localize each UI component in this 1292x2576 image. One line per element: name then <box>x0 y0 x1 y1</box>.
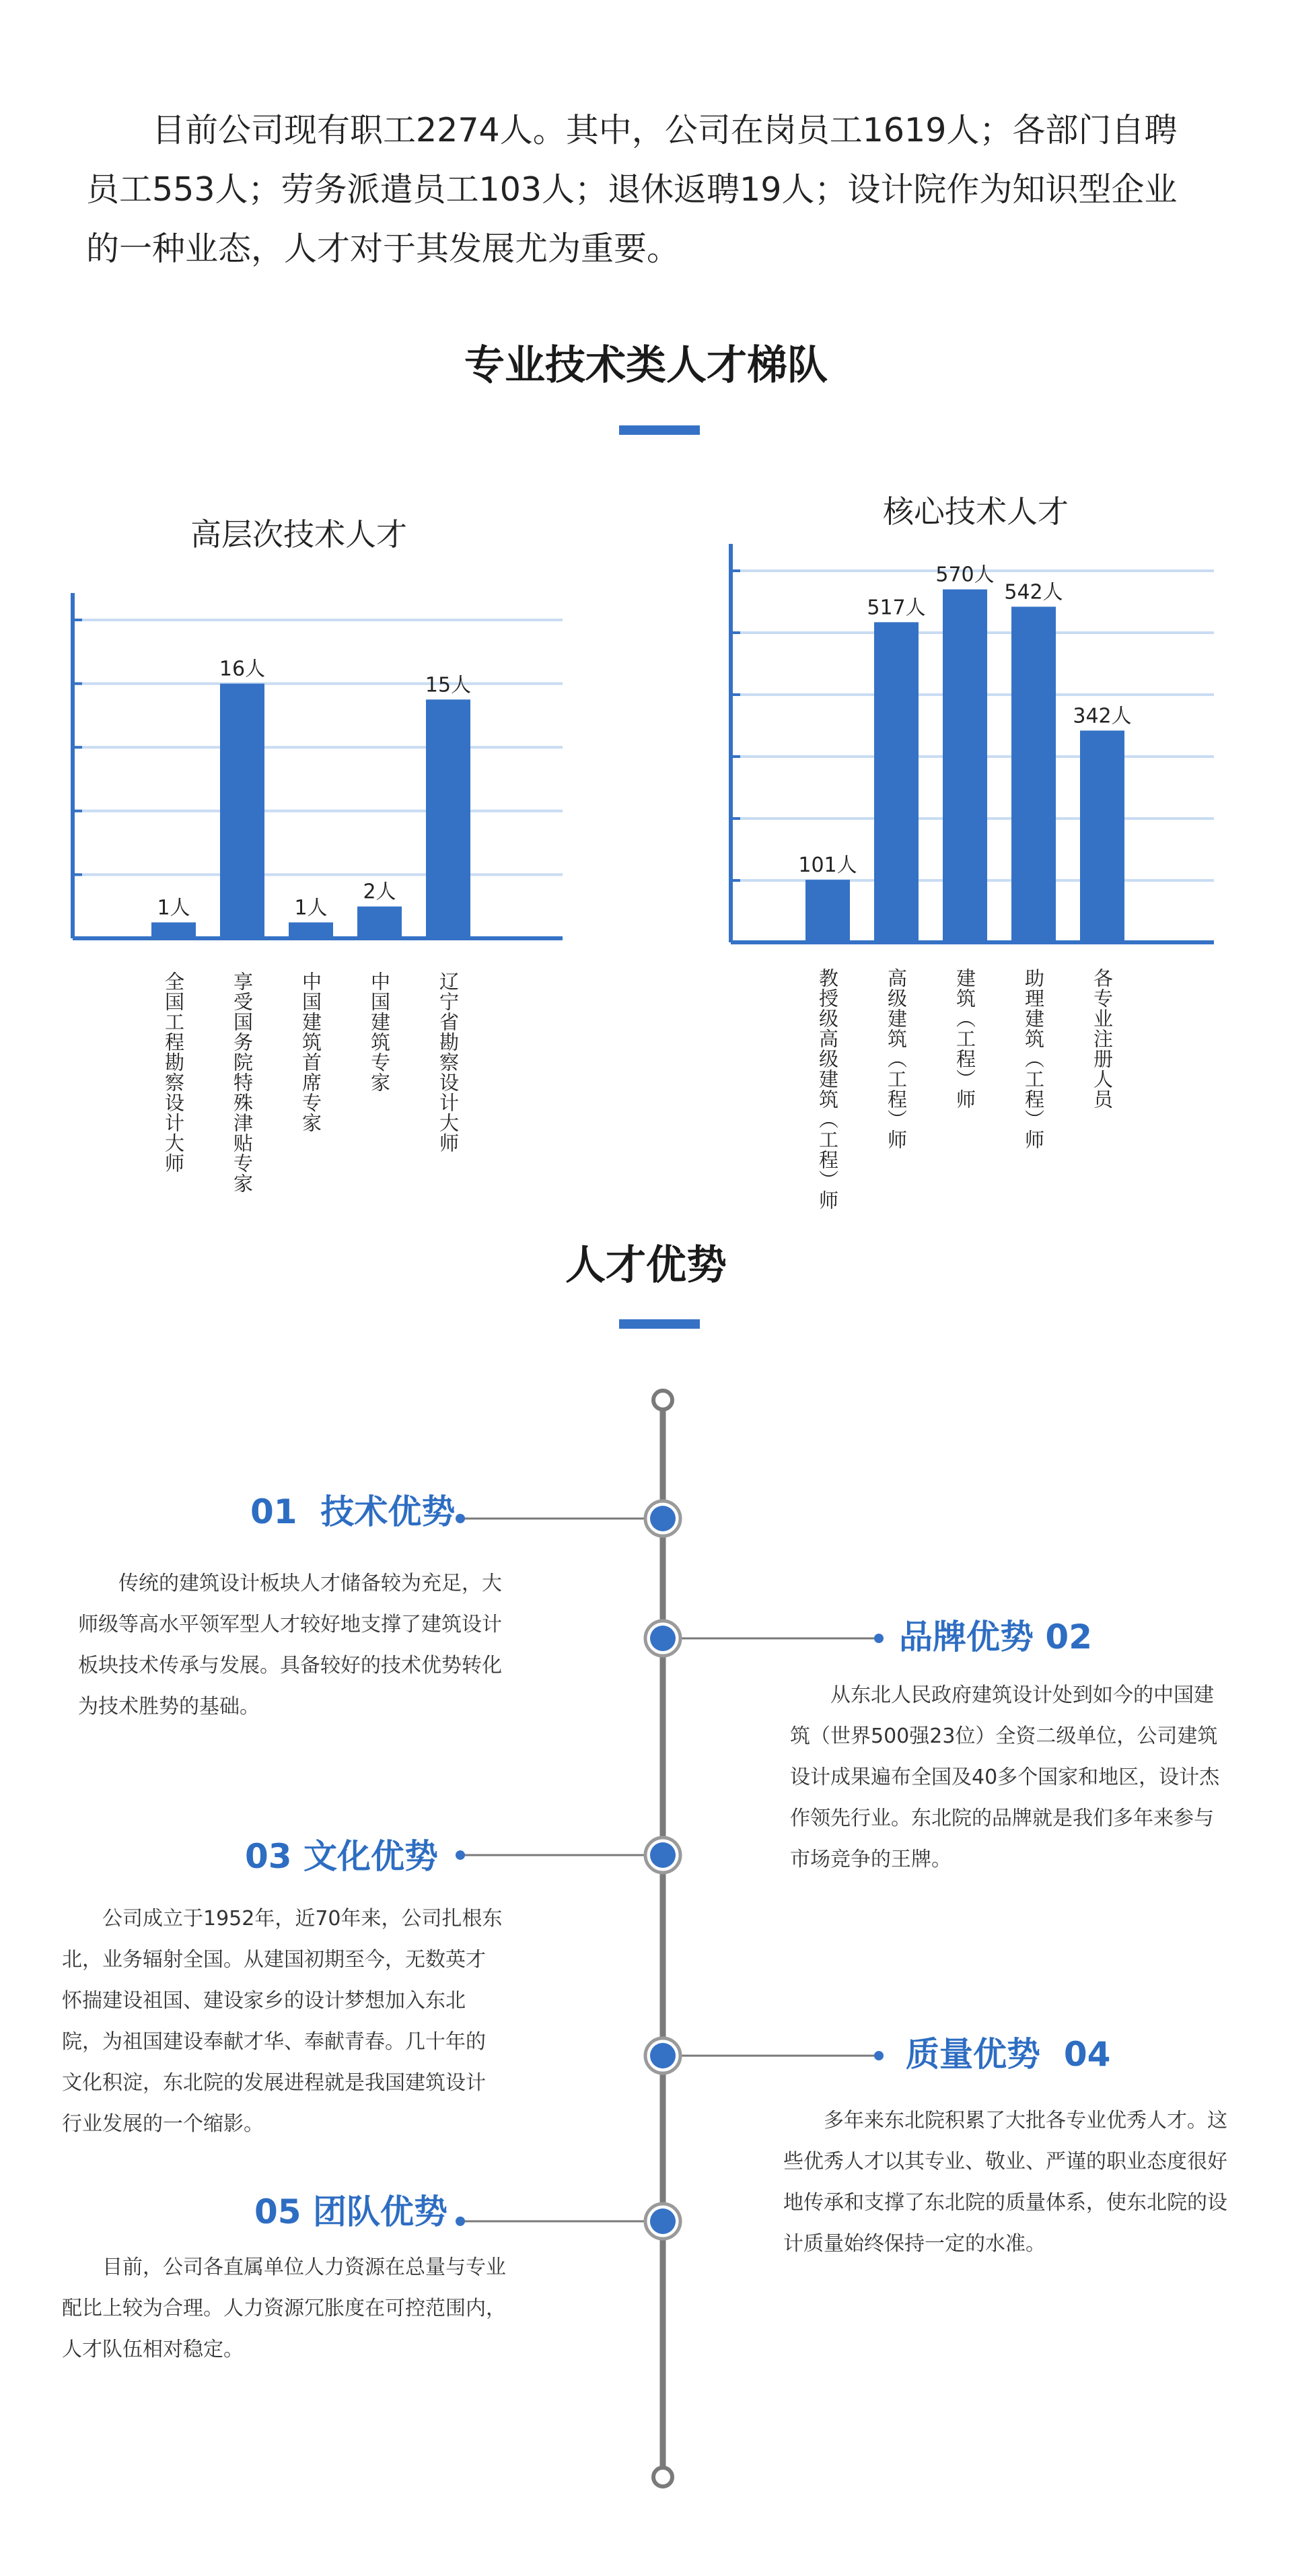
advantage-01-text: 传统的建筑设计板块人才储备较为充足，大师级等高水平领军型人才较好地支撑了建筑设计板块技术传承与发展。具备较好的技术优势转化为技术胜势的基础。 <box>78 1572 502 1718</box>
chart1-value-label: 1人 <box>294 896 328 920</box>
chart1-value-label: 1人 <box>157 896 190 920</box>
timeline-connector-dot-3 <box>456 1850 465 1860</box>
chart2-value-label: 517人 <box>867 596 926 620</box>
chart1-category-label: 享受国务院特殊津贴专家 <box>231 971 254 1193</box>
advantage-04-number: 04 <box>1063 2035 1111 2074</box>
chart2-title: 核心技术人才 <box>883 493 1069 530</box>
timeline-connector-dot-5 <box>456 2217 465 2226</box>
advantage-02-title: 品牌优势 <box>899 1617 1034 1657</box>
advantage-02-number: 02 <box>1045 1617 1093 1657</box>
chart1-value-label: 15人 <box>425 673 472 697</box>
section-title-advantages: 人才优势 <box>565 1242 727 1289</box>
advantage-01-number: 01 <box>250 1492 297 1531</box>
chart1-category-label: 辽宁省勘察设计大师 <box>437 971 460 1153</box>
timeline-node-3 <box>650 1842 676 1868</box>
timeline-node-1 <box>650 1506 676 1531</box>
timeline-node-2 <box>650 1626 676 1651</box>
chart1-value-label: 16人 <box>219 657 266 681</box>
chart1-title: 高层次技术人才 <box>190 516 407 553</box>
chart2-category-label: 建筑（工程）师 <box>954 968 976 1109</box>
advantage-04-text: 多年来东北院积累了大批各专业优秀人才。这些优秀人才以其专业、敬业、严谨的职业态度很好地传承和支撑了东北院的质量体系，使东北院的设计质量始终保持一定的水准。 <box>783 2109 1227 2256</box>
chart2-category-label: 助理建筑（工程）师 <box>1022 968 1045 1150</box>
advantage-01-title: 技术优势 <box>320 1492 456 1531</box>
chart1-category-label: 全国工程勘察设计大师 <box>162 971 185 1173</box>
intro-paragraph: 目前公司现有职工2274人。其中，公司在岗员工1619人；各部门自聘员工553人；劳务派遣员工103人；退休返聘19人；设计院作为知识型企业的一种业态，人才对于其发展尤为重要。 <box>86 111 1178 268</box>
advantage-03-text: 公司成立于1952年，近70年来，公司扎根东北，业务辐射全国。从建国初期至今，无数英才怀揣建设祖国、建设家乡的设计梦想加入东北院，为祖国建设奉献才华、奉献青春。几十年的文化积淀，东北院的发展进程就是我国建筑设计行业发展的一个缩影。 <box>62 1907 503 2136</box>
chart1-category-label: 中国建筑首席专家 <box>299 971 322 1133</box>
chart2-value-label: 570人 <box>935 563 995 587</box>
timeline-connector-dot-4 <box>874 2051 884 2060</box>
chart2-category-label: 教授级高级建筑（工程）师 <box>816 968 839 1210</box>
chart2-value-label: 342人 <box>1073 704 1132 728</box>
timeline-end-node <box>653 2468 672 2486</box>
section-title-talent-echelon: 专业技术类人才梯队 <box>464 342 828 389</box>
advantage-02-heading <box>899 1610 1092 1659</box>
advantage-01-heading <box>250 1485 455 1533</box>
timeline-node-5 <box>650 2208 676 2234</box>
advantage-04-heading <box>906 2027 1110 2076</box>
advantage-05-number: 05 <box>254 2192 301 2231</box>
timeline-start-node <box>653 1391 672 1409</box>
advantage-05-title: 团队优势 <box>313 2192 448 2231</box>
advantage-05-text: 目前，公司各直属单位人力资源在总量与专业配比上较为合理。人力资源冗胀度在可控范围内，人才队伍相对稳定。 <box>62 2256 506 2361</box>
chart2-category-label: 各专业注册人员 <box>1091 968 1114 1109</box>
advantage-04-title: 质量优势 <box>906 2035 1040 2074</box>
advantage-05-heading <box>254 2185 447 2233</box>
advantage-03-number: 03 <box>245 1837 292 1876</box>
advantage-02-text: 从东北人民政府建筑设计处到如今的中国建筑（世界500强23位）全资二级单位，公司建筑设计成果遍布全国及40多个国家和地区，设计杰作领先行业。东北院的品牌就是我们多年来参与市场竞争的王牌。 <box>790 1683 1220 1871</box>
chart2-value-label: 542人 <box>1004 580 1063 604</box>
chart2-value-label: 101人 <box>798 854 857 878</box>
advantage-03-heading <box>245 1830 438 1878</box>
timeline-connector-dot-1 <box>456 1514 465 1523</box>
chart1-value-label: 2人 <box>363 880 396 904</box>
advantage-03-title: 文化优势 <box>303 1837 439 1876</box>
chart1-category-label: 中国建筑专家 <box>368 971 391 1092</box>
chart2-category-label: 高级建筑（工程）师 <box>885 968 908 1150</box>
timeline-node-4 <box>650 2043 676 2068</box>
timeline-connector-dot-2 <box>874 1634 884 1643</box>
